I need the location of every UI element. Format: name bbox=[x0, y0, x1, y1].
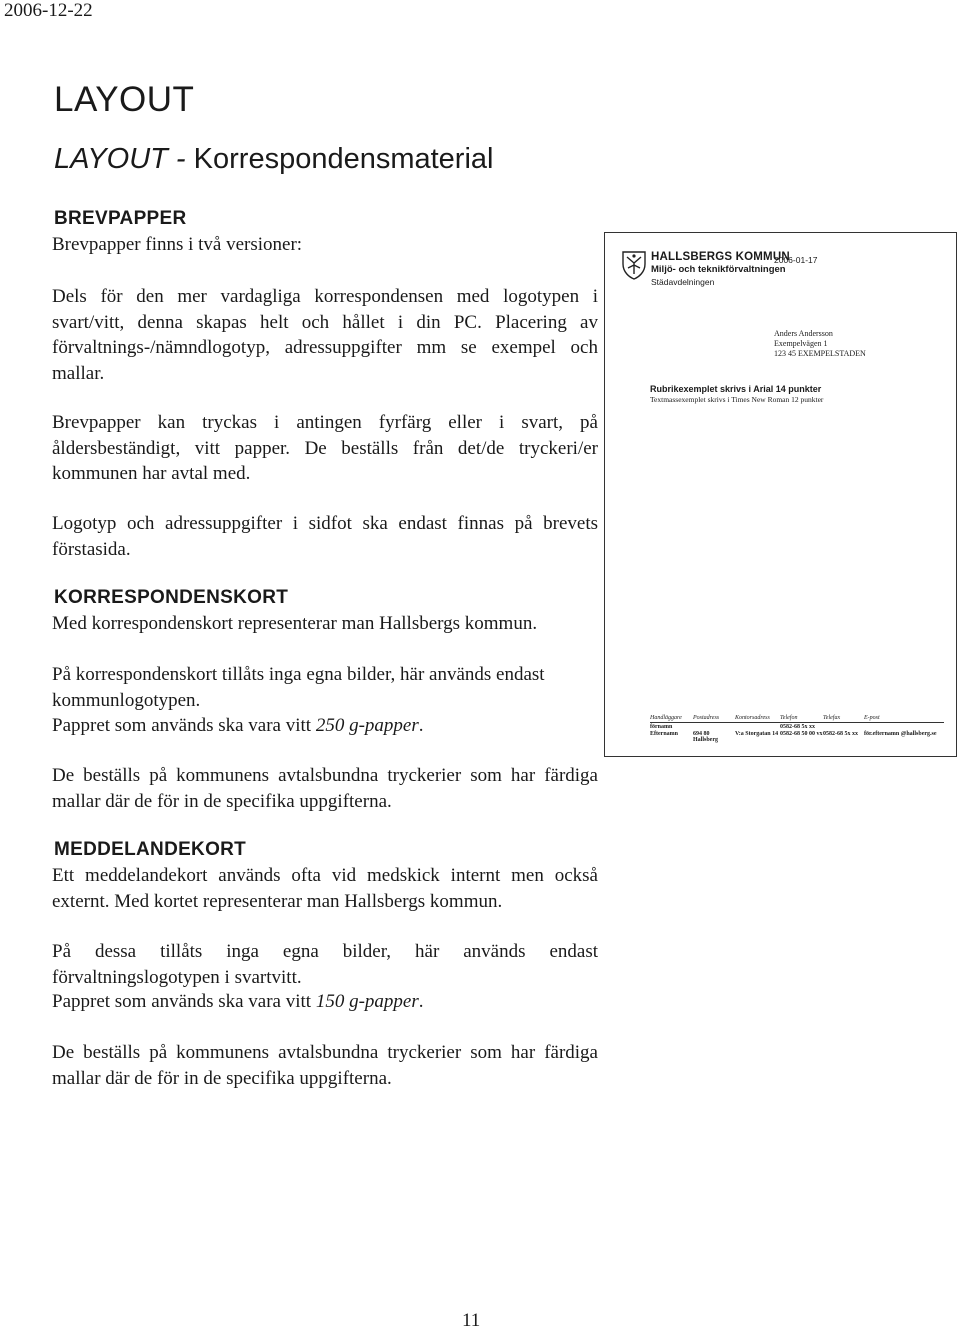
letter-rubrik-example: Rubrikexemplet skrivs i Arial 14 punkter bbox=[650, 384, 822, 394]
footer-cell: 0582-68 50 00 vx bbox=[780, 731, 823, 737]
section-heading-korrespondenskort: KORRESPONDENSKORT bbox=[54, 587, 289, 608]
footer-header: Telefon bbox=[780, 715, 798, 721]
address-line: 123 45 EXEMPELSTADEN bbox=[774, 349, 866, 358]
brevpapper-intro: Brevpapper finns i två versioner: bbox=[52, 234, 303, 255]
footer-header: Handläggare bbox=[650, 715, 682, 721]
footer-cell: Efternamn bbox=[650, 731, 678, 737]
letter-footer bbox=[650, 715, 944, 743]
korrespondenskort-p3-paper: 250 g-papper bbox=[315, 715, 419, 736]
subtitle-rest: Korrespondensmaterial bbox=[193, 143, 494, 175]
footer-cell bbox=[864, 724, 944, 730]
korrespondenskort-p3-prefix: Pappret som används ska vara vitt bbox=[52, 715, 316, 736]
footer-cell: 694 80 Hallsberg bbox=[693, 731, 718, 743]
footer-header: Postadress bbox=[693, 715, 720, 721]
letter-example bbox=[604, 232, 957, 757]
footer-cell: förnamn bbox=[650, 724, 673, 730]
meddelandekort-p3-suffix: . bbox=[418, 991, 424, 1012]
footer-header: Telefax bbox=[823, 715, 841, 721]
korrespondenskort-p3 bbox=[52, 713, 598, 739]
korrespondenskort-p4: De beställs på kommunens avtalsbundna tryckerier som har färdiga mallar där de för in de specifika uppgifterna. bbox=[52, 765, 598, 812]
footer-cell: för.efternamn @hallsberg.se bbox=[864, 731, 937, 737]
brevpapper-p3: Logotyp och adressuppgifter i sidfot ska endast finnas på brevets förstasida. bbox=[52, 513, 598, 560]
korrespondenskort-p3-suffix: . bbox=[418, 715, 424, 736]
page-number: 11 bbox=[462, 1310, 481, 1331]
letter-logo-name: HALLSBERGS KOMMUN bbox=[651, 251, 790, 263]
section-heading-brevpapper: BREVPAPPER bbox=[54, 208, 187, 229]
footer-cell: V:a Storgatan 14 bbox=[735, 731, 779, 737]
footer-cell: 0582-68 5x xx bbox=[780, 724, 815, 730]
letter-logo-subtitle: Miljö- och teknikförvaltningen bbox=[651, 264, 786, 275]
meddelandekort-p1: Ett meddelandekort används ofta vid medskick internt men också externt. Med kortet representerar man Hallsbergs kommun. bbox=[52, 865, 598, 912]
letter-text-example: Textmassexemplet skrivs i Times New Roman 12 punkter bbox=[650, 395, 824, 404]
korrespondenskort-p1: Med korrespondenskort representerar man Hallsbergs kommun. bbox=[52, 613, 538, 634]
header-date: 2006-12-22 bbox=[4, 0, 93, 21]
subtitle-italic: LAYOUT - bbox=[54, 143, 186, 175]
footer-header-row bbox=[650, 715, 944, 723]
meddelandekort-p4: De beställs på kommunens avtalsbundna tryckerier som har färdiga mallar där de för in de specifika uppgifterna. bbox=[52, 1042, 598, 1089]
footer-cell bbox=[735, 724, 780, 730]
footer-header: E-post bbox=[864, 715, 880, 721]
section-heading-meddelandekort: MEDDELANDEKORT bbox=[54, 839, 247, 860]
address-line: Anders Andersson bbox=[774, 329, 833, 338]
brevpapper-p1: Dels för den mer vardagliga korrespondensen med logotypen i svart/vitt, denna skapas helt och hållet i din PC. Placering av förvaltnings-/nämndlogotyp, adressuppgifter mm se exempel och mallar. bbox=[52, 286, 598, 384]
korrespondenskort-p2: På korrespondenskort tillåts inga egna bilder, här används endast kommunlogotypen. bbox=[52, 664, 545, 711]
footer-header: Kontorsadress bbox=[735, 715, 770, 721]
address-line: Exempelvägen 1 bbox=[774, 339, 828, 348]
footer-row bbox=[650, 731, 944, 743]
footer-row bbox=[650, 724, 944, 730]
meddelandekort-p3-paper: 150 g-papper bbox=[315, 991, 419, 1012]
meddelandekort-p3 bbox=[52, 989, 598, 1015]
page-title: LAYOUT bbox=[54, 80, 195, 119]
footer-cell: 0582-68 5x xx bbox=[823, 731, 858, 737]
letter-department: Städavdelningen bbox=[651, 277, 715, 287]
page-subtitle bbox=[54, 143, 493, 176]
meddelandekort-p2: På dessa tillåts inga egna bilder, här används endast förvaltningslogotypen i svartvitt. bbox=[52, 941, 598, 988]
letter-address bbox=[774, 329, 866, 359]
meddelandekort-p3-prefix: Pappret som används ska vara vitt bbox=[52, 991, 316, 1012]
brevpapper-p2: Brevpapper kan tryckas i antingen fyrfärg eller i svart, på åldersbeständigt, vitt papper. De beställs från det/de tryckeri/er kommunen har avtal med. bbox=[52, 412, 598, 484]
letter-date: 2006-01-17 bbox=[774, 255, 818, 265]
municipality-shield-icon bbox=[621, 250, 647, 280]
footer-cell bbox=[693, 724, 735, 730]
footer-cell bbox=[823, 724, 864, 730]
